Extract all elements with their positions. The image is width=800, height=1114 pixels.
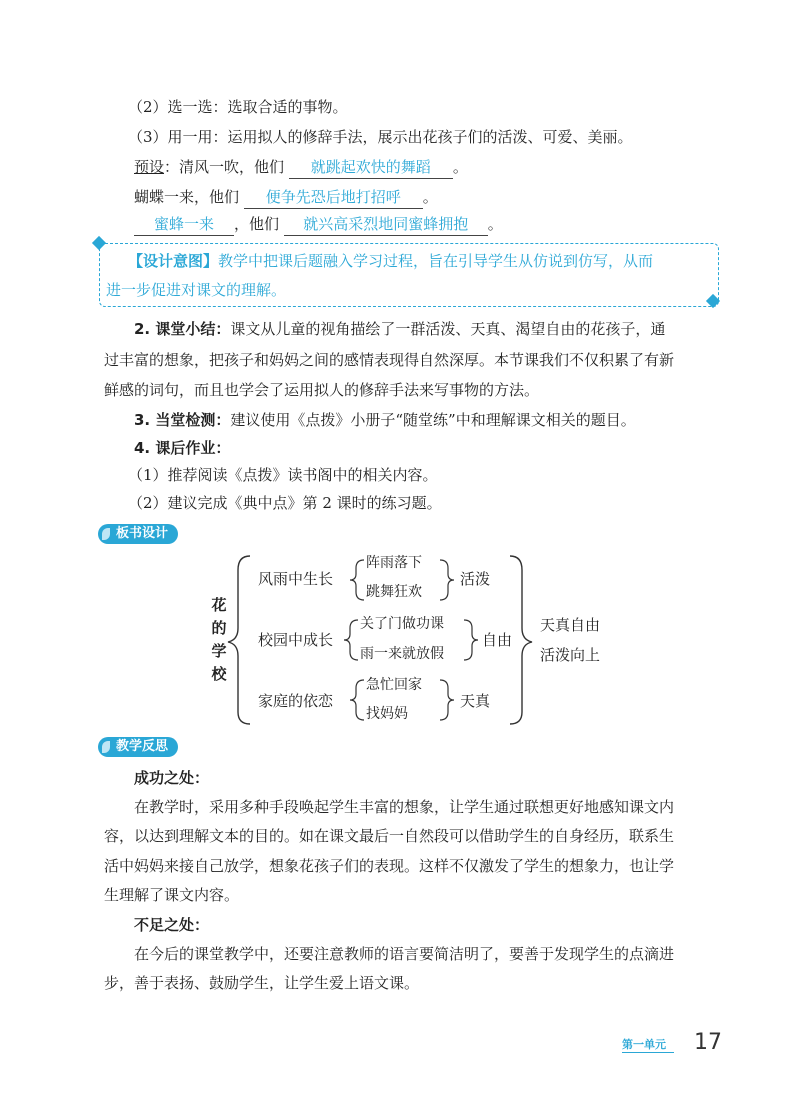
board-row-result: 自由 [482,631,513,649]
board-title-char: 花 [211,596,227,614]
design-intent-label: 【设计意图】 [128,252,219,270]
board-item: 找妈妈 [366,706,408,722]
period: 。 [452,158,468,176]
design-intent-line-2: 进一步促进对课文的理解。 [106,281,287,299]
homework-item-2: （2）建议完成《典中点》第 2 课时的练习题。 [128,494,442,512]
activity-item-2: （2）选一选：选取合适的事物。 [128,98,348,116]
period: 。 [422,188,438,206]
preset-label: 预设 [134,158,165,176]
period: 。 [487,215,503,233]
summary-text-1: 课文从儿童的视角描绘了一群活泼、天真、渴望自由的花孩子，通 [230,320,666,338]
shortfall-line: 步，善于表扬、鼓励学生，让学生爱上语文课。 [104,974,420,992]
activity-item-3: （3）用一用：运用拟人的修辞手法，展示出花孩子们的活泼、可爱、美丽。 [128,128,633,146]
fill-answer-1: 就跳起欢快的舞蹈 [289,156,453,179]
footer-unit: 第一单元 [622,1038,666,1051]
homework-item-1: （1）推荐阅读《点拨》读书阁中的相关内容。 [128,466,438,484]
board-conclusion: 活泼向上 [540,646,601,664]
summary-line-3: 鲜感的词句，而且也学会了运用拟人的修辞手法来写事物的方法。 [104,381,540,399]
big-right-brace [510,556,532,724]
board-row-result: 活泼 [460,570,491,588]
design-intent-text-1: 教学中把课后题融入学习过程，旨在引导学生从仿说到仿写，从而 [218,252,654,270]
preset-lead: ：清风一吹，他们 [164,158,285,176]
fill-answer-3b: 就兴高采烈地同蜜蜂拥抱 [284,213,488,236]
mid-text: ，他们 [234,215,280,233]
row3-left-brace [350,680,364,720]
row3-right-brace [440,680,454,720]
page-number: 17 [694,1030,722,1055]
footer-divider [622,1052,674,1053]
reflection-tag: 教学反思 [98,737,178,757]
board-item: 雨一来就放假 [360,646,444,662]
board-row-label: 风雨中生长 [258,570,334,588]
butterfly-lead: 蝴蝶一来，他们 [134,188,240,206]
row1-right-brace [440,560,454,600]
success-line: 在教学时，采用多种手段唤起学生丰富的想象，让学生通过联想更好地感知课文内 [134,798,675,816]
homework-heading: 4. 课后作业： [134,439,231,457]
row2-left-brace [344,620,358,660]
success-line: 生理解了课文内容。 [104,886,240,904]
board-item: 跳舞狂欢 [366,584,422,600]
board-conclusion: 天真自由 [540,616,601,634]
summary-line-2: 过丰富的想象，把孩子和妈妈之间的感情表现得自然深厚。本节课我们不仅积累了有新 [104,351,675,369]
row1-left-brace [350,560,364,600]
success-line: 容，以达到理解文本的目的。如在课文最后一自然段可以借助学生的自身经历，联系生 [104,827,675,845]
board-item: 阵雨落下 [366,555,422,571]
test-text: 建议使用《点拨》小册子“随堂练”中和理解课文相关的题目。 [230,411,636,429]
board-title-char: 校 [211,665,227,683]
big-left-brace [228,556,250,724]
board-title-char: 学 [211,642,227,660]
board-row-label: 家庭的依恋 [258,692,334,710]
board-item: 急忙回家 [366,677,422,693]
shortfall-heading: 不足之处： [134,916,210,934]
board-row-label: 校园中成长 [258,631,334,649]
board-title-char: 的 [211,619,227,637]
test-heading: 3. 当堂检测： [134,411,231,429]
success-heading: 成功之处： [134,769,210,787]
board-design-tag: 板书设计 [98,524,178,544]
board-item: 关了门做功课 [360,616,444,632]
fill-answer-3a: 蜜蜂一来 [134,213,234,236]
fill-answer-2: 便争先恐后地打招呼 [244,186,423,209]
board-row-result: 天真 [460,692,491,710]
row2-right-brace [464,620,478,660]
shortfall-line: 在今后的课堂教学中，还要注意教师的语言要简洁明了，要善于发现学生的点滴进 [134,945,675,963]
summary-heading: 2. 课堂小结： [134,320,231,338]
success-line: 活中妈妈来接自己放学，想象花孩子们的表现。这样不仅激发了学生的想象力，也让学 [104,857,675,875]
